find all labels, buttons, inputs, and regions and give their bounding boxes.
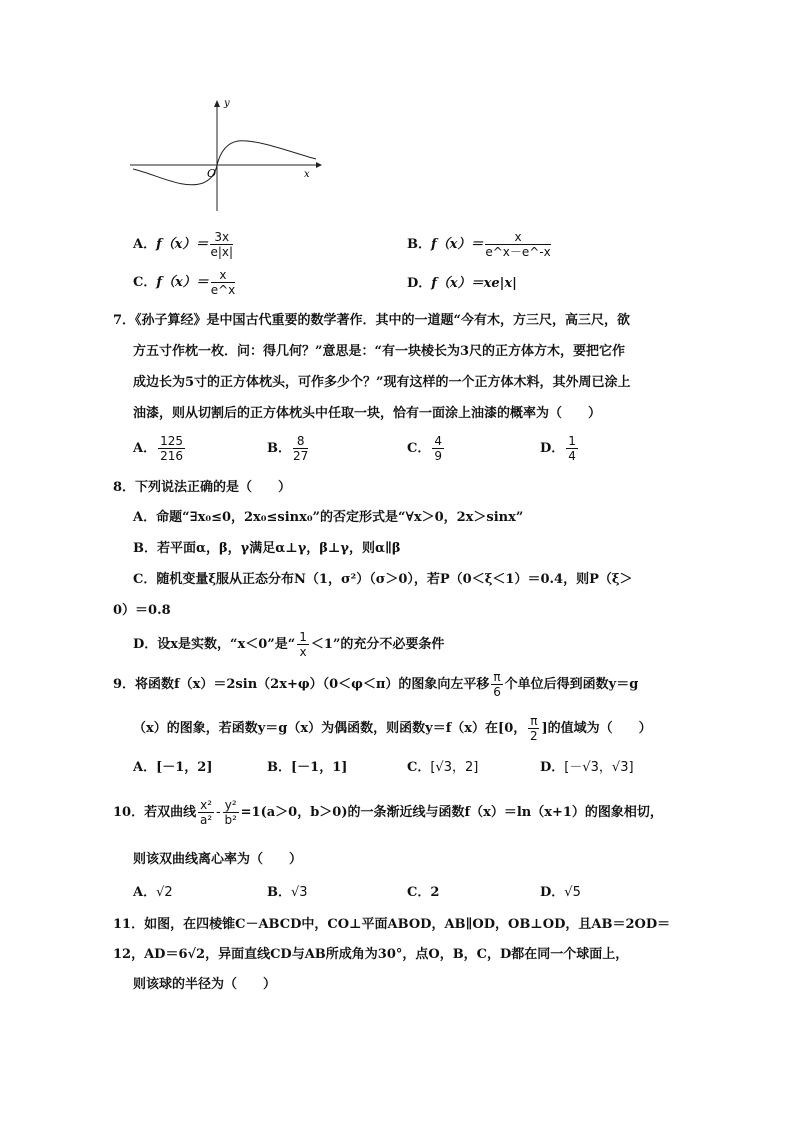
q8-option-a[interactable]: A．命题“∃x₀≤0，2x₀≤sinx₀”的否定形式是“∀x＞0，2x＞sinx” xyxy=(133,510,524,525)
q10-option-b[interactable]: B．√3 xyxy=(267,885,308,900)
q8-option-b[interactable]: B．若平面α，β，γ满足α⊥γ，β⊥γ，则α∥β xyxy=(133,541,401,556)
q6-option-b[interactable]: B．f（x）＝ $\frac{x}{e\^{}x-e\^{}-x}$ xyxy=(407,230,551,259)
q7-line-2: 方五寸作枕一枚．问：得几何？”意思是：“有一块棱长为3尺的正方体方木，要把它作 xyxy=(133,344,626,359)
y-axis-label: y xyxy=(224,98,230,109)
q10-option-a[interactable]: A．√2 xyxy=(133,885,173,900)
q9-option-d[interactable]: D．[－√3，√3] xyxy=(540,760,634,775)
q10-line-2: 则该双曲线离心率为（ ） xyxy=(133,852,303,867)
q9-option-b[interactable]: B．[－1，1] xyxy=(267,760,348,775)
q11-line-1: 11．如图，在四棱锥C－ABCD中，CO⊥平面ABOD，AB∥OD，OB⊥OD，且AB＝2OD＝ xyxy=(113,917,671,932)
q10-option-d[interactable]: D．√5 xyxy=(540,885,581,900)
q10-option-c[interactable]: C．2 xyxy=(407,885,440,900)
origin-label: O xyxy=(207,167,217,180)
q6-b-fraction: $\frac{x}{e\^{}x-e\^{}-x}$ xyxy=(485,230,551,259)
q6-c-fraction: $\frac{x}{e\^{}x}$ xyxy=(210,268,236,297)
q11-line-3: 则该球的半径为（ ） xyxy=(133,977,277,992)
q10-line-1: 10．若双曲线 $\frac{\text{x²}}{\text{a²}}$ - $\frac{\text{y²}}{\text{b²}}$ =1(a＞0，b＞0)的一条渐近线与函数f（x）＝ln（x+1）的图象相切， xyxy=(113,798,663,827)
q8-stem: 8．下列说法正确的是（ ） xyxy=(113,480,292,495)
q7-option-a[interactable]: A． $\frac{125}{216}$ xyxy=(133,434,183,463)
q8-option-c-line-2: 0）＝0.8 xyxy=(113,603,171,618)
q7-line-1: 7．《孙子算经》是中国古代重要的数学著作．其中的一道题“今有木，方三尺，高三尺，欲 xyxy=(113,313,631,328)
q8-option-c-line-1[interactable]: C．随机变量ξ服从正态分布N（1，σ²）（σ＞0），若P（0＜ξ＜1）＝0.4，则P（ξ＞ xyxy=(133,572,633,587)
q6-a-fraction: $\frac{3x}{e|x|}$ xyxy=(210,230,234,259)
q8-option-d[interactable]: D．设x是实数，“x＜0”是“ $\frac{1}{x}$ ＜1”的充分不必要条件 xyxy=(133,630,445,659)
q6-option-c[interactable]: C．f（x）＝ $\frac{x}{e\^{}x}$ xyxy=(133,268,236,297)
q7-line-4: 油漆，则从切割后的正方体枕头中任取一块，恰有一面涂上油漆的概率为（ ） xyxy=(133,406,602,421)
q7-line-3: 成边长为5寸的正方体枕头，可作多少个？”现有这样的一个正方体木料，其外周已涂上 xyxy=(133,375,631,390)
function-curve xyxy=(133,141,316,185)
q7-option-d[interactable]: D． $\frac{1}{4}$ xyxy=(540,434,576,463)
q6-option-d[interactable]: D．f（x）＝xe|x| xyxy=(407,276,517,291)
q9-line-1: 9．将函数f（x）＝2sin（2x+φ）（0＜φ＜π）的图象向左平移 $\frac{\pi}{6}$ 个单位后得到函数y＝g xyxy=(113,670,639,699)
q9-option-a[interactable]: A．[－1，2] xyxy=(133,760,213,775)
q9-line-2: （x）的图象，若函数y＝g（x）为偶函数，则函数y＝f（x）在[0， $\frac{\pi}{2}$ ]的值域为（ ） xyxy=(133,714,652,743)
x-axis-label: x xyxy=(304,169,310,180)
function-graph xyxy=(128,95,328,215)
q7-option-b[interactable]: B． $\frac{8}{27}$ xyxy=(267,434,309,463)
q6-option-a[interactable]: A．f（x）＝ $\frac{3x}{e|x|}$ xyxy=(133,230,234,259)
y-axis-arrow xyxy=(214,100,220,107)
x-axis-arrow xyxy=(316,162,322,168)
q9-option-c[interactable]: C．[√3，2] xyxy=(407,760,479,775)
q7-option-c[interactable]: C． $\frac{4}{9}$ xyxy=(407,434,442,463)
q11-line-2: 12，AD＝6√2，异面直线CD与AB所成角为30°，点O，B，C，D都在同一个球面上， xyxy=(113,947,629,962)
